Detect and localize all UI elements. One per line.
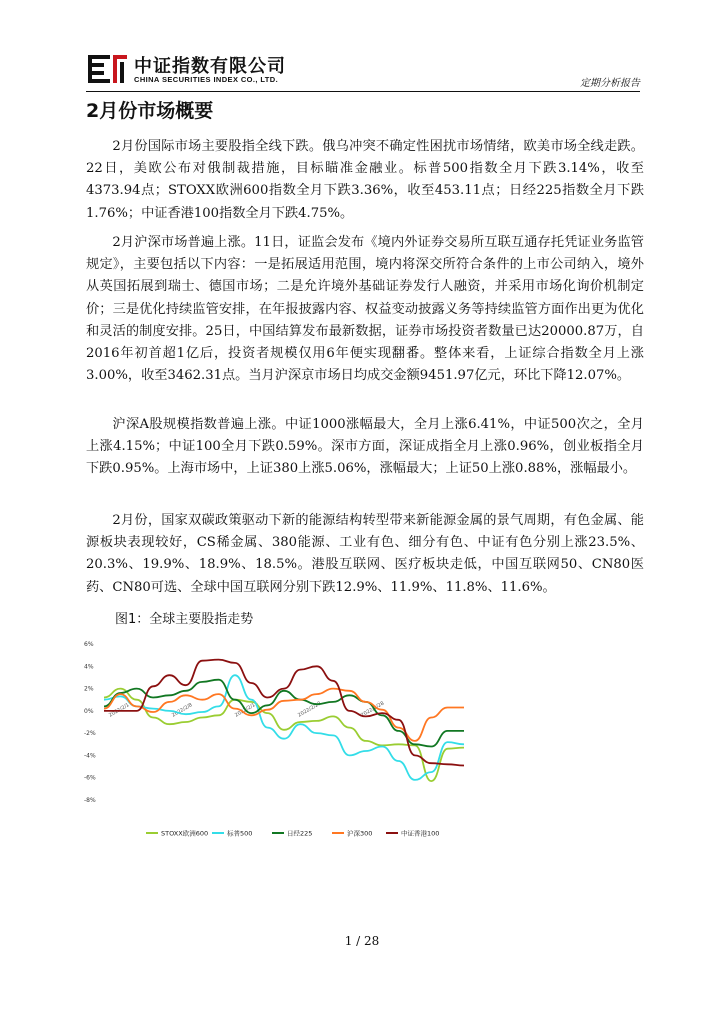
y-tick-label: -2% [84,730,96,738]
brand-name-cn: 中证指数有限公司 [134,56,286,77]
series-line [104,680,464,747]
brand-name-en: CHINA SECURITIES INDEX CO., LTD. [134,75,279,84]
paragraph-intl-markets: 2月份国际市场主要股指全线下跌。俄乌冲突不确定性困扰市场情绪，欧美市场全线走跌。22日，美欧公布对俄制裁措施，目标瞄准金融业。标普500指数全月下跌3.14%，收至4373.94点；STOXX欧洲600指数全月下跌3.36%，收至453.11点；日经225指数全月下跌1.76%；中证香港100指数全月下跌4.75%。 [86,139,644,221]
paragraph-scale-indices: 沪深A股规模指数普遍上涨。中证1000涨幅最大，全月上涨6.41%，中证500次之，全月上涨4.15%；中证100全月下跌0.59%。深市方面，深证成指全月上涨0.96%，创业板指全月下跌0.95%。上海市场中，上证380上涨5.06%，涨幅最大；上证50上涨0.88%，涨幅最小。 [86,417,644,477]
section-title: 2月份市场概要 [86,100,214,122]
y-tick-label: 4% [84,663,94,671]
page-header [86,44,640,92]
chart-axis-layer [84,641,385,804]
y-tick-label: -6% [84,774,96,782]
y-tick-label: 2% [84,685,94,693]
y-tick-label: 0% [84,707,94,715]
y-tick-label: -4% [84,752,96,760]
global-indices-chart [84,632,484,842]
series-line [104,660,464,766]
series-line [104,689,464,782]
page-number: 1 / 28 [344,934,380,948]
x-tick-label: 2022/2/15 [234,700,260,719]
paragraph-sectors: 2月份，国家双碳政策驱动下新的能源结构转型带来新能源金属的景气周期，有色金属、能源板块表现较好，CS稀金属、380能源、工业有色、细分有色、中证有色分别上涨23.5%、20.3%、19.9%、18.9%、18.5%。港股互联网、医疗板块走低，中国互联网50、CN80医药、CN80可选、全球中国互联网分别下跌12.9%、11.9%、11.8%、11.6%。 [86,513,644,595]
chart-series-layer [104,660,464,782]
legend-label: 日经225 [287,829,313,838]
legend-label: STOXX欧洲600 [161,829,209,838]
company-logo-icon [86,52,130,88]
paragraph-shsz-markets: 2月沪深市场普遍上涨。11日，证监会发布《境内外证券交易所互联互通存托凭证业务监管规定》，主要包括以下内容：一是拓展适用范围，境内将深交所符合条件的上市公司纳入，境外从英国拓展到瑞士、德国市场；二是允许境外基础证券发行人融资，并采用市场化询价机制定价；三是优化持续监管安排，在年报披露内容、权益变动披露义务等持续监管方面作出更为优化和灵活的制度安排。25日，中国结算发布最新数据，证券市场投资者数量已达20000.87万，自2016年初首超1亿后，投资者规模仅用6年便实现翻番。整体来看，上证综合指数全月上涨3.00%，收至3462.31点。当月沪深京市场日均成交金额9451.97亿元，环比下降12.07%。 [86,235,644,384]
y-tick-label: -8% [84,797,96,804]
x-tick-label: 2022/2/1 [108,702,131,719]
x-tick-label: 2022/2/22 [297,700,323,719]
legend-label: 中证香港100 [401,829,440,838]
legend-label: 沪深300 [347,829,373,838]
x-tick-label: 2022/2/28 [360,700,386,719]
report-type-label: 定期分析报告 [580,78,640,89]
header-divider [86,91,640,92]
legend-label: 标普500 [227,829,253,838]
figure-caption: 图1：全球主要股指走势 [115,612,254,627]
y-tick-label: 6% [84,641,94,648]
chart-legend [146,829,439,838]
x-tick-label: 2022/2/8 [171,702,194,719]
